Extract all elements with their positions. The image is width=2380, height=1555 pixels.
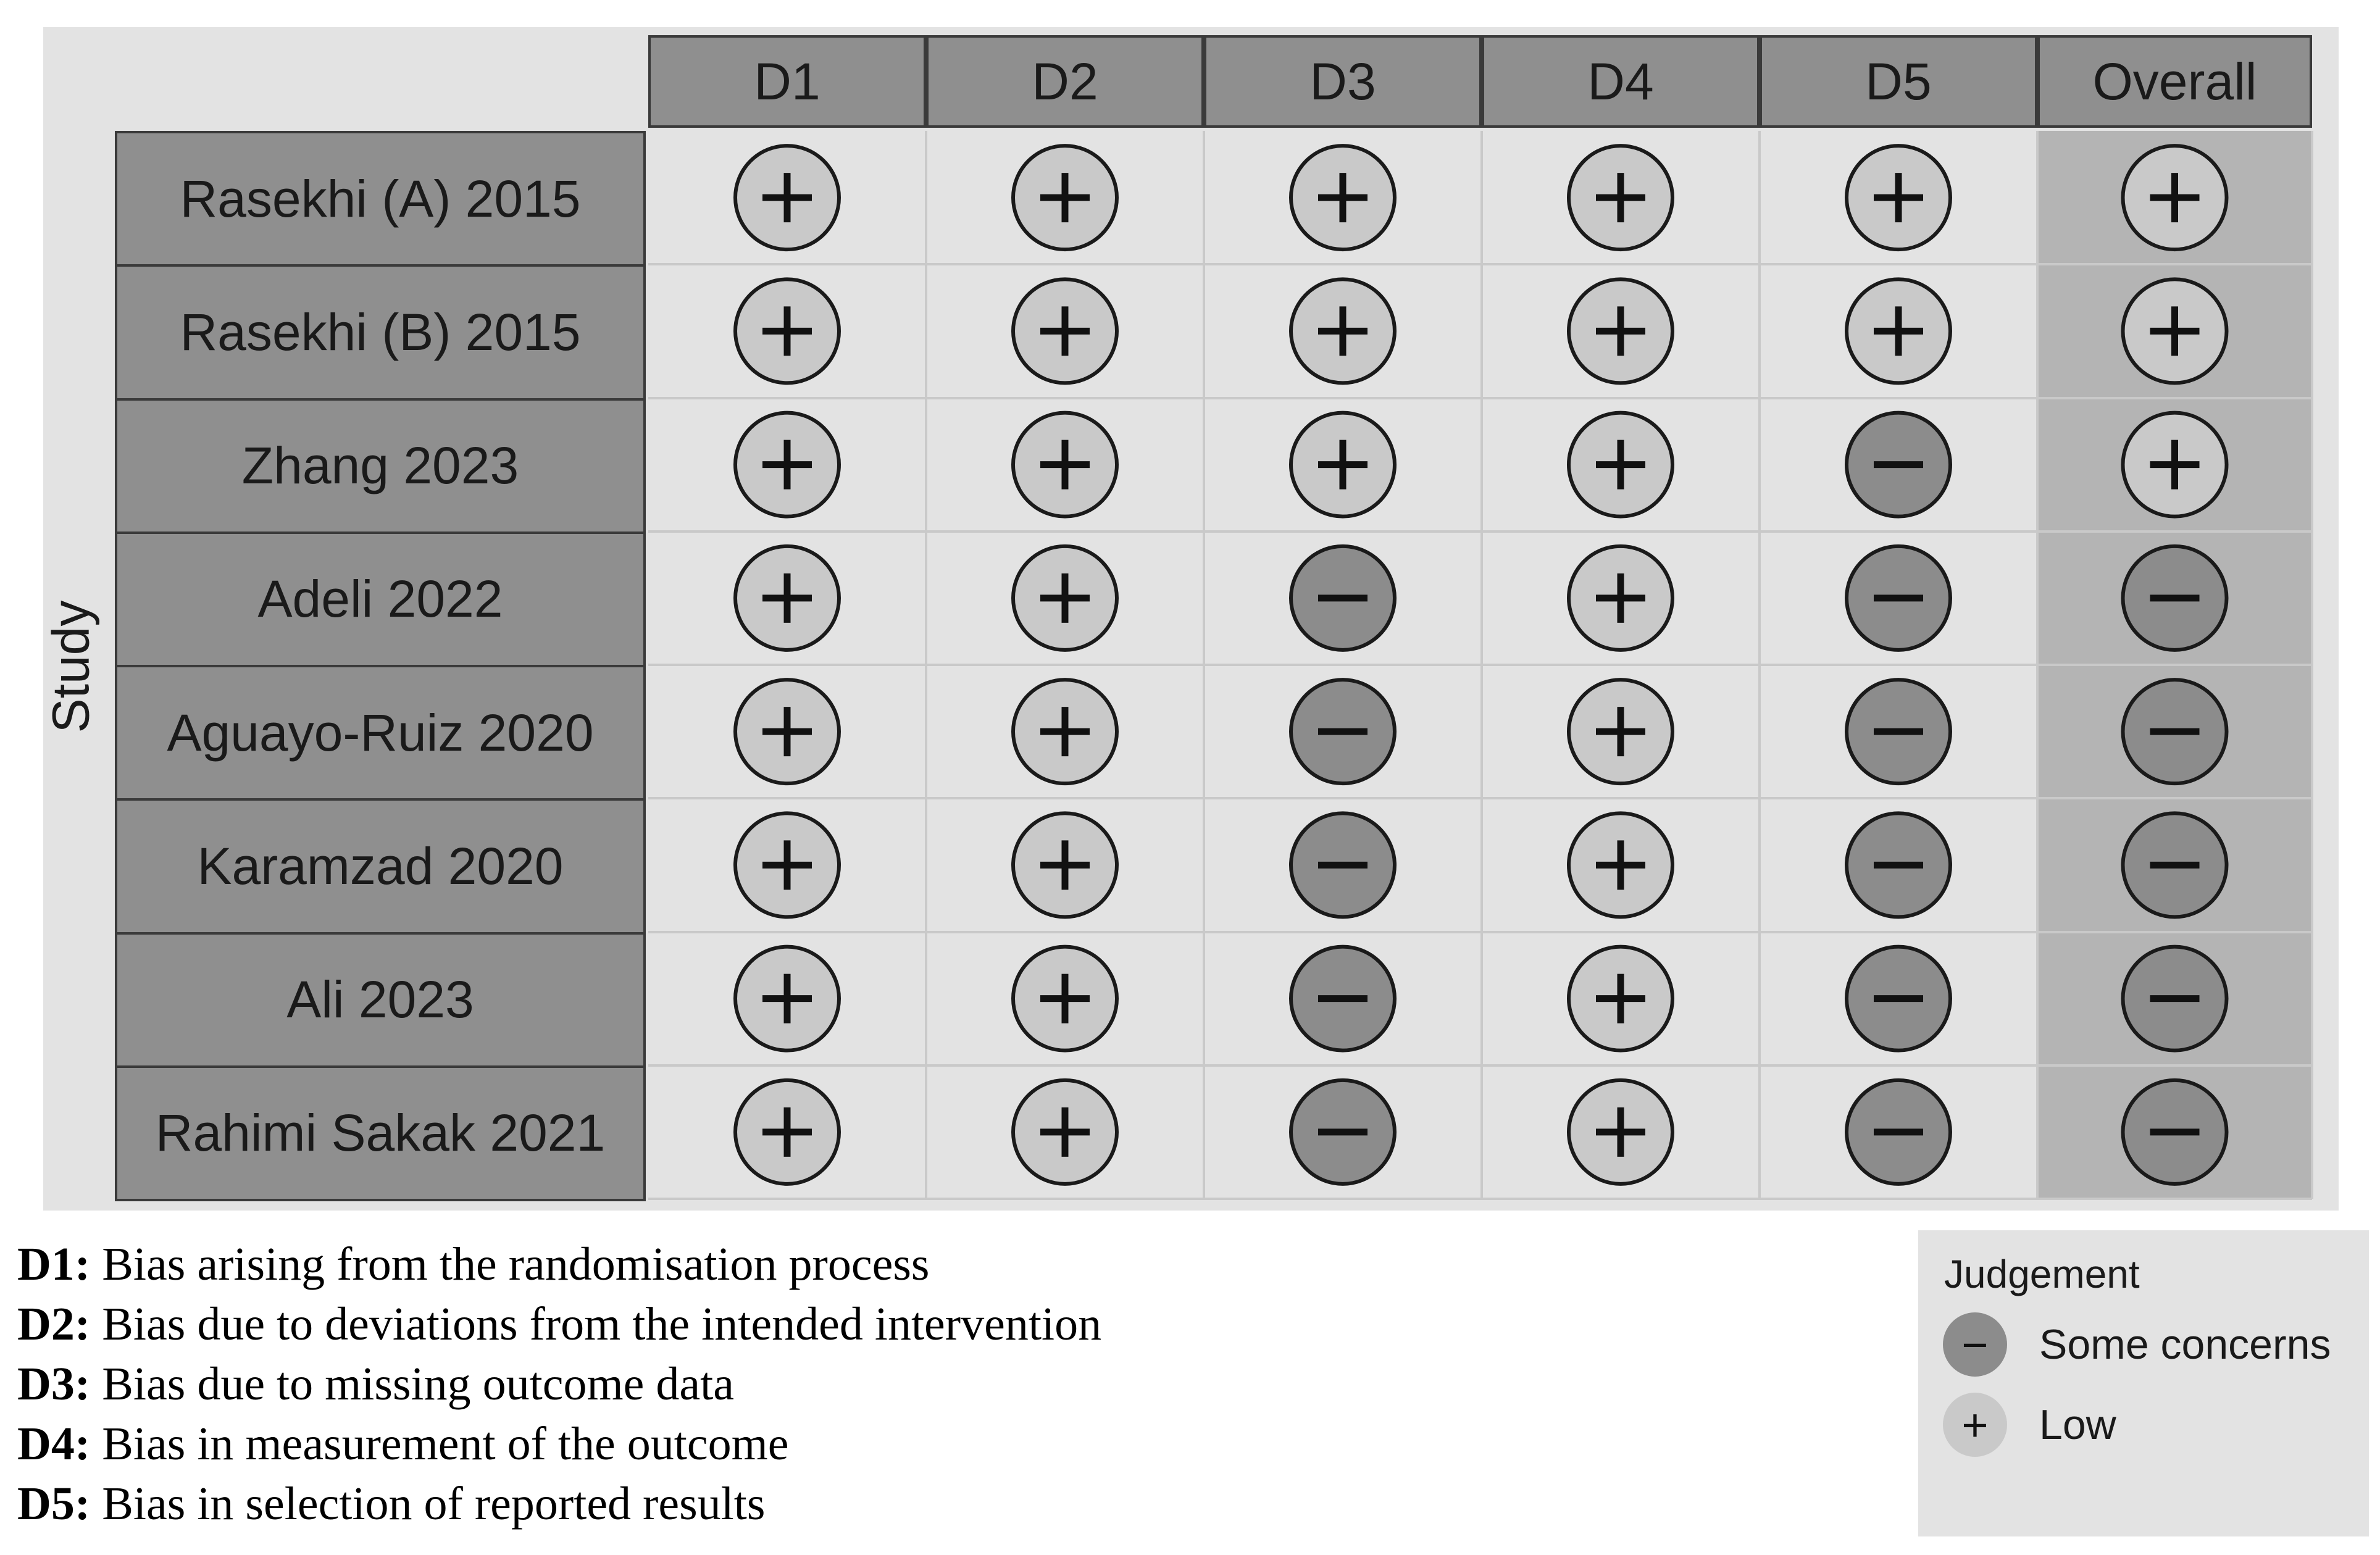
study-label: Rahimi Sakak 2021 [115, 1065, 646, 1201]
domain-note [17, 1235, 1101, 1294]
some-concerns-marker [2123, 680, 2227, 783]
domain-note-text: Bias due to deviations from the intended intervention [90, 1298, 1102, 1350]
domain-note [17, 1294, 1101, 1354]
low-risk-marker [1013, 680, 1117, 783]
domain-note-key: D2: [17, 1298, 91, 1350]
low-risk-marker [1569, 279, 1672, 383]
domain-note-key: D1: [17, 1238, 91, 1290]
legend-swatch: + [1943, 1393, 2007, 1457]
low-risk-marker [1013, 1080, 1117, 1184]
column-header-d5: D5 [1760, 35, 2037, 128]
y-axis-label: Study [41, 600, 100, 733]
low-risk-marker [2123, 413, 2227, 517]
low-risk-marker [1569, 680, 1672, 783]
low-risk-marker [1013, 413, 1117, 517]
domain-note-text: Bias due to missing outcome data [90, 1358, 734, 1410]
study-label: Karamzad 2020 [115, 798, 646, 934]
low-risk-marker [735, 146, 839, 249]
some-concerns-marker [1291, 813, 1395, 917]
low-risk-marker [735, 1080, 839, 1184]
low-risk-marker [1847, 279, 1950, 383]
low-risk-marker [1291, 279, 1395, 383]
some-concerns-marker [1847, 546, 1950, 650]
low-risk-marker [1013, 813, 1117, 917]
legend-item [1943, 1311, 2331, 1378]
low-risk-marker [1569, 947, 1672, 1051]
some-concerns-marker [1291, 546, 1395, 650]
domain-notes [17, 1235, 1101, 1534]
some-concerns-marker [1291, 1080, 1395, 1184]
domain-note-text: Bias arising from the randomisation process [90, 1238, 930, 1290]
low-risk-marker [1013, 279, 1117, 383]
column-header-overall: Overall [2037, 35, 2312, 128]
some-concerns-marker [1847, 947, 1950, 1051]
some-concerns-marker [1847, 1080, 1950, 1184]
low-risk-marker [1013, 546, 1117, 650]
column-header-d4: D4 [1482, 35, 1760, 128]
domain-note-key: D4: [17, 1418, 91, 1470]
low-risk-marker [735, 680, 839, 783]
some-concerns-marker [2123, 813, 2227, 917]
domain-note-key: D5: [17, 1478, 91, 1530]
some-concerns-marker [2123, 1080, 2227, 1184]
legend [1918, 1230, 2369, 1536]
low-risk-marker [1291, 413, 1395, 517]
column-header-d1: D1 [648, 35, 926, 128]
low-risk-marker [735, 813, 839, 917]
domain-note [17, 1354, 1101, 1414]
low-risk-marker [1291, 146, 1395, 249]
some-concerns-marker [1847, 813, 1950, 917]
domain-note-key: D3: [17, 1358, 91, 1410]
low-risk-marker [1569, 813, 1672, 917]
some-concerns-marker [1847, 413, 1950, 517]
low-risk-marker [1569, 546, 1672, 650]
legend-title: Judgement [1944, 1252, 2140, 1296]
study-label: Ali 2023 [115, 932, 646, 1068]
low-risk-marker [735, 546, 839, 650]
some-concerns-marker [1291, 947, 1395, 1051]
study-label: Adeli 2022 [115, 532, 646, 667]
domain-note-text: Bias in measurement of the outcome [90, 1418, 789, 1470]
low-risk-marker [735, 413, 839, 517]
domain-note [17, 1414, 1101, 1474]
low-risk-marker [1013, 146, 1117, 249]
some-concerns-marker [1847, 680, 1950, 783]
low-risk-marker [2123, 279, 2227, 383]
column-header-d2: D2 [926, 35, 1204, 128]
some-concerns-marker [1291, 680, 1395, 783]
legend-item [1943, 1391, 2116, 1459]
legend-label: Some concerns [2039, 1321, 2331, 1368]
low-risk-marker [1569, 1080, 1672, 1184]
legend-swatch: − [1943, 1312, 2007, 1377]
low-risk-marker [1013, 947, 1117, 1051]
domain-note-text: Bias in selection of reported results [90, 1478, 766, 1530]
study-label: Aguayo-Ruiz 2020 [115, 665, 646, 801]
study-label: Rasekhi (A) 2015 [115, 131, 646, 267]
some-concerns-marker [2123, 546, 2227, 650]
low-risk-marker [1847, 146, 1950, 249]
study-label: Zhang 2023 [115, 398, 646, 534]
low-risk-marker [2123, 146, 2227, 249]
column-header-d3: D3 [1204, 35, 1482, 128]
legend-label: Low [2039, 1401, 2116, 1448]
domain-note [17, 1474, 1101, 1534]
low-risk-marker [1569, 413, 1672, 517]
study-label: Rasekhi (B) 2015 [115, 264, 646, 400]
some-concerns-marker [2123, 947, 2227, 1051]
low-risk-marker [735, 947, 839, 1051]
low-risk-marker [735, 279, 839, 383]
low-risk-marker [1569, 146, 1672, 249]
